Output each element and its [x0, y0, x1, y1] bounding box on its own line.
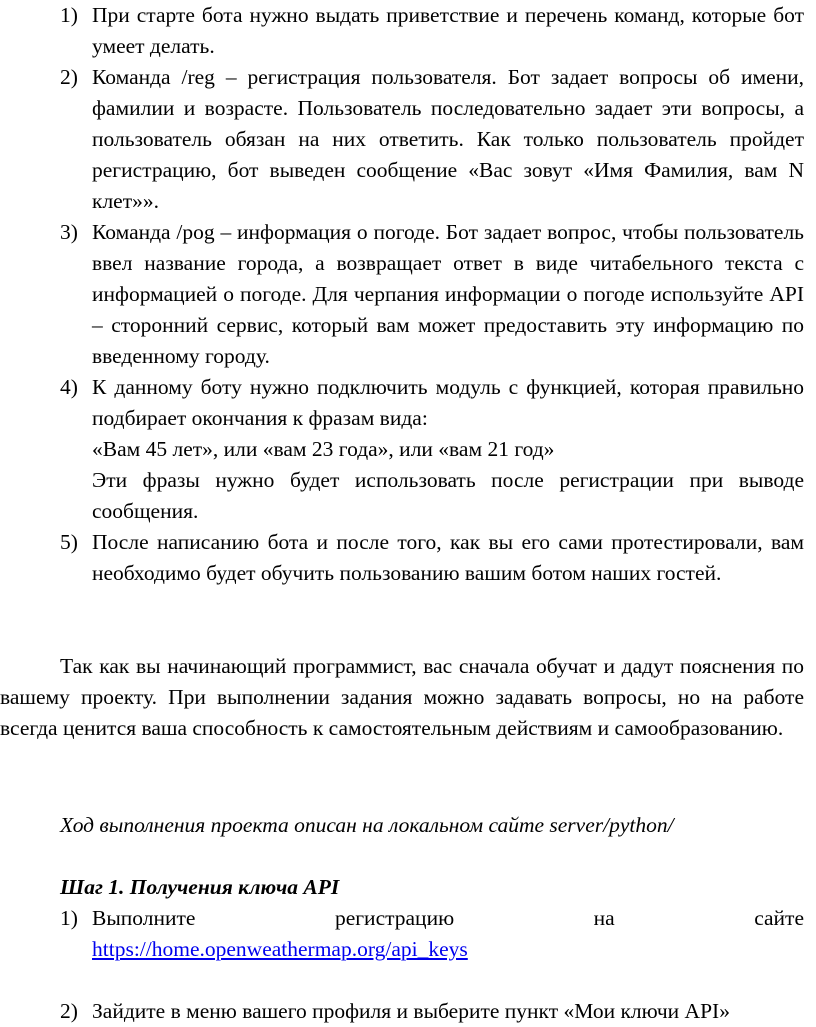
- list-number: 1): [60, 3, 78, 27]
- step-list-item: [0, 996, 804, 1027]
- list-item-text: При старте бота нужно выдать приветствие и перечень команд, которые бот умеет делать.: [92, 3, 804, 58]
- list-item: [0, 527, 804, 620]
- step-item-text: Выполните регистрацию на сайте: [92, 906, 804, 930]
- list-number: 2): [60, 65, 78, 89]
- step-item-text: Зайдите в меню вашего профиля и выберите пункт «Мои ключи API»: [92, 999, 730, 1023]
- step-heading: Шаг 1. Получения ключа API: [60, 875, 340, 899]
- list-item: [0, 62, 804, 217]
- step-list-item: [0, 903, 804, 965]
- body-paragraph: Так как вы начинающий программист, вас сначала обучат и дадут пояснения по вашему проекту. При выполнении задания можно задавать вопросы, но на работе всегда ценится ваша способность к самостоятельным действиям и самообразованию.: [0, 654, 804, 740]
- list-number: 5): [60, 530, 78, 554]
- list-item: [0, 372, 804, 527]
- list-number: 4): [60, 375, 78, 399]
- list-item: [0, 0, 804, 62]
- list-item-text: Команда /pog – информация о погоде. Бот задает вопрос, чтобы пользователь ввел название города, а возвращает ответ в виде читабельного текста с информацией о погоде. Для черпания информации о погоде используйте API – сторонний сервис, который вам может предоставить эту информацию по введенному городу.: [92, 220, 804, 368]
- site-note: Ход выполнения проекта описан на локальном сайте server/python/: [60, 813, 674, 837]
- list-item-text: Эти фразы нужно будет использовать после регистрации при выводе сообщения.: [92, 468, 804, 523]
- list-number: 2): [60, 999, 78, 1023]
- list-item-example: «Вам 45 лет», или «вам 23 года», или «вам 21 год»: [92, 437, 555, 461]
- list-number: 3): [60, 220, 78, 244]
- api-keys-link[interactable]: https://home.openweathermap.org/api_keys: [92, 937, 468, 961]
- list-item-text: К данному боту нужно подключить модуль с функцией, которая правильно подбирает окончания к фразам вида:: [92, 375, 804, 430]
- list-item-text: Команда /reg – регистрация пользователя. Бот задает вопросы об имени, фамилии и возрасте. Пользователь последовательно задает эти вопросы, а пользователь обязан на них ответить. Как только пользователь пройдет регистрацию, бот выведен сообщение «Вас зовут «Имя Фамилия, вам N клет»».: [92, 65, 804, 213]
- list-item: [0, 217, 804, 372]
- list-item-text: После написанию бота и после того, как вы его сами протестировали, вам необходимо будет обучить пользованию вашим ботом наших гостей.: [92, 530, 804, 585]
- list-number: 1): [60, 906, 78, 930]
- list-item-text: [92, 903, 804, 934]
